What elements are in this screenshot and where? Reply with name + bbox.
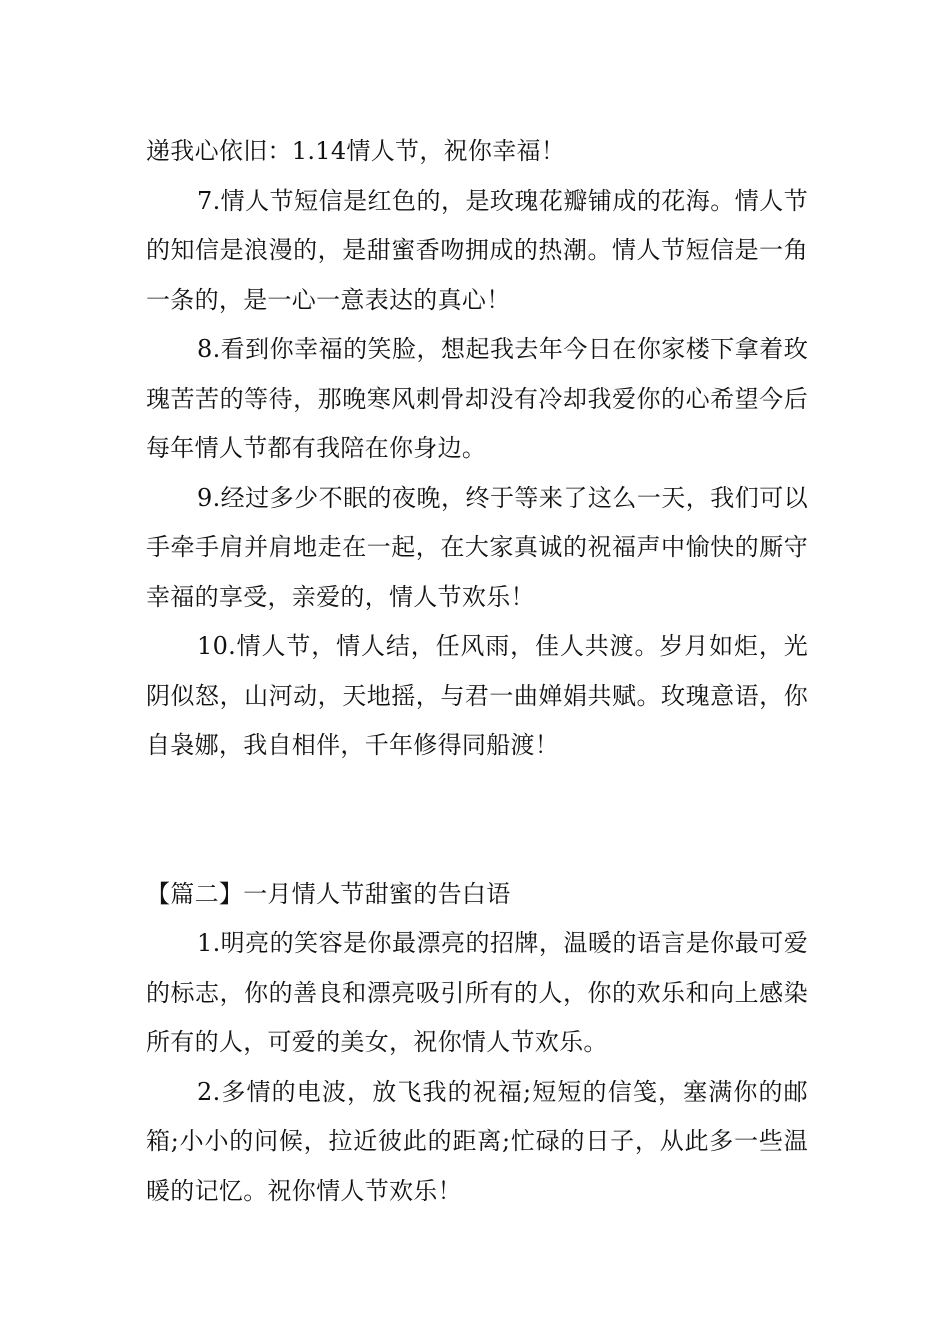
paragraph-continuation: 递我心依旧：1.14情人节，祝你幸福！ — [146, 137, 566, 165]
paragraph-item-8: 8.看到你幸福的笑脸，想起我去年今日在你家楼下拿着玫瑰苦苦的等待，那晚寒风刺骨却没有冷却我爱你的心希望今后每年情人节都有我陪在你身边。 — [146, 335, 808, 462]
paragraph-item-10: 10.情人节，情人结，任风雨，佳人共渡。岁月如炬，光阴似怒，山河动，天地摇，与君一曲婵娟共赋。玫瑰意语，你自袅娜，我自相伴，千年修得同船渡！ — [146, 632, 808, 759]
paragraph-item-2: 2.多情的电波，放飞我的祝福;短短的信笺，塞满你的邮箱;小小的问候，拉近彼此的距离;忙碌的日子，从此多一些温暖的记忆。祝你情人节欢乐！ — [146, 1077, 808, 1205]
section-spacer — [146, 771, 808, 870]
paragraph-item-9: 9.经过多少不眠的夜晚，终于等来了这么一天，我们可以手牵手肩并肩地走在一起，在大家真诚的祝福声中愉快的厮守幸福的享受，亲爱的，情人节欢乐！ — [146, 483, 808, 611]
paragraph-item-7: 7.情人节短信是红色的，是玫瑰花瓣铺成的花海。情人节的知信是浪漫的，是甜蜜香吻拥成的热潮。情人节短信是一角一条的，是一心一意表达的真心！ — [146, 186, 808, 314]
document-body — [146, 127, 808, 1216]
section-heading: 【篇二】一月情人节甜蜜的告白语 — [146, 879, 511, 908]
paragraph-item-1: 1.明亮的笑容是你最漂亮的招牌，温暖的语言是你最可爱的标志，你的善良和漂亮吸引所有的人，你的欢乐和向上感染所有的人，可爱的美女，祝你情人节欢乐。 — [146, 929, 808, 1056]
